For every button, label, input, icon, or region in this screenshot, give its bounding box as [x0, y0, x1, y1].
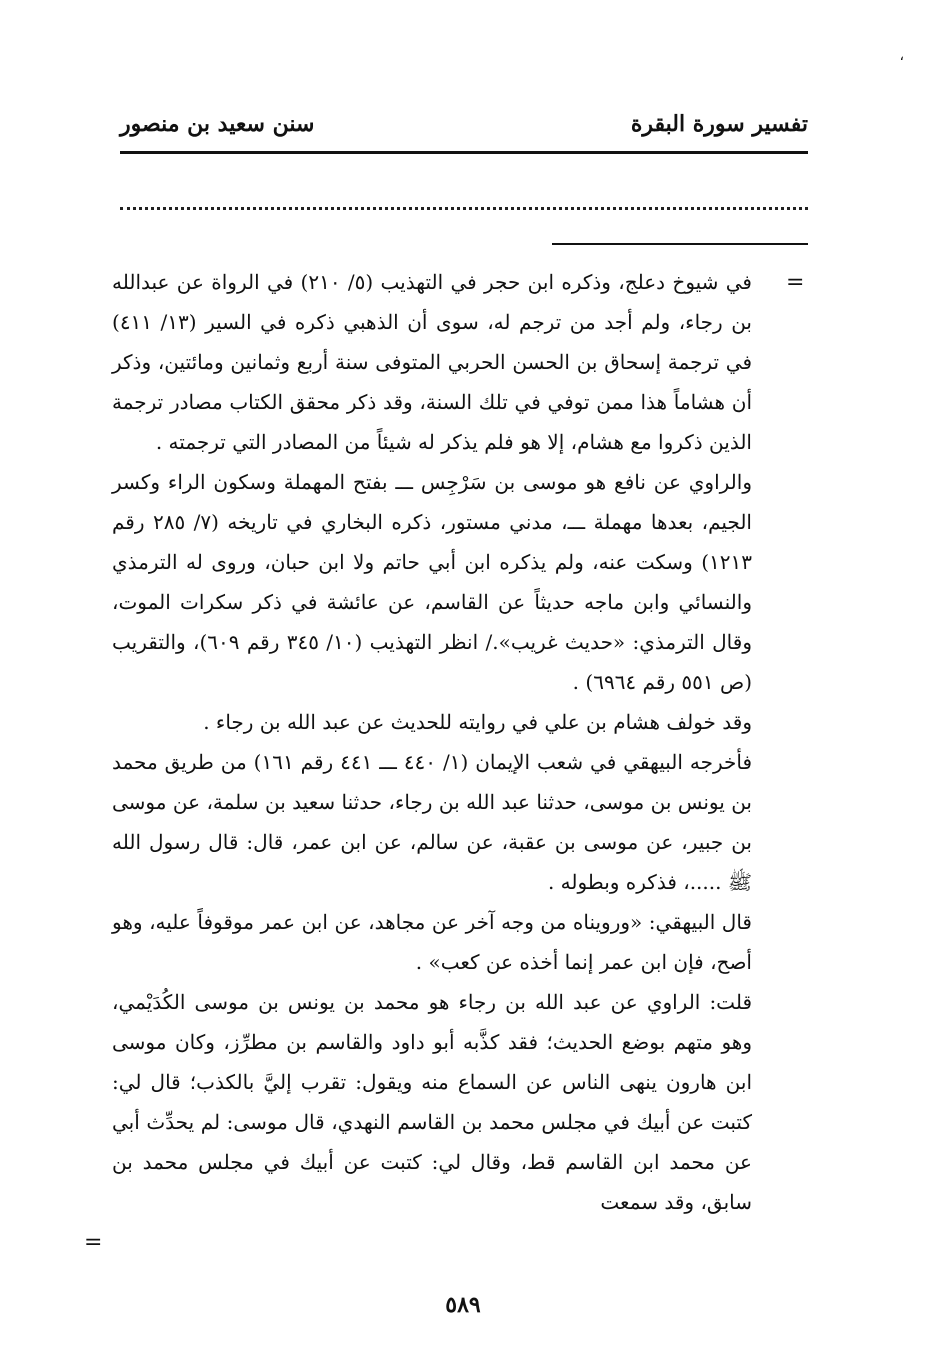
dotted-separator — [120, 196, 808, 210]
footnote-body — [112, 262, 752, 1222]
paragraph: فأخرجه البيهقي في شعب الإيمان (١/ ٤٤٠ ـــ ٤٤١ رقم ١٦١) من طريق محمد بن يونس بن موسى، حدثنا عبد الله بن رجاء، حدثنا سعيد بن سلمة، عن موسى بن جبير، عن موسى بن عقبة، عن سالم، عن ابن عمر، قال: قال رسول الله ﷺ .....، فذكره وبطوله . — [112, 750, 753, 894]
paragraph: قال البيهقي: «ورويناه من وجه آخر عن مجاهد، عن ابن عمر موقوفاً عليه، وهو أصح، فإن ابن عمر إنما أخذه عن كعب» . — [112, 910, 752, 974]
page-number: ٥٨٩ — [445, 1292, 481, 1318]
paragraph: في شيوخ دعلج، وذكره ابن حجر في التهذيب (٥/ ٢١٠) في الرواة عن عبدالله بن رجاء، ولم أجد من ترجم له، سوى أن الذهبي ذكره في السير (١٣/ ٤١١) في ترجمة إسحاق بن الحسن الحربي المتوفى سنة أربع وثمانين ومائتين، وذكر أن هشاماً هذا ممن توفي في تلك السنة، وقد ذكر محقق الكتاب مصادر ترجمة الذين ذكروا مع هشام، إلا هو فلم يذكر له شيئاً من المصادر التي ترجمته . — [112, 270, 752, 454]
footnote-rule — [552, 243, 808, 245]
corner-mark: ، — [899, 48, 904, 64]
header-right-title: تفسير سورة البقرة — [630, 111, 808, 137]
running-header — [120, 104, 808, 144]
paragraph: والراوي عن نافع هو موسى بن سَرْجِس ـــ بفتح المهملة وسكون الراء وكسر الجيم، بعدها مهملة ـــ، مدني مستور، ذكره البخاري في تاريخه (٧/ ٢٨٥ رقم ١٢١٣) وسكت عنه، ولم يذكره ابن أبي حاتم ولا ابن حبان، وروى له الترمذي والنسائي وابن ماجه حديثاً عن القاسم، عن عائشة في ذكر سكرات الموت، وقال الترمذي: «حديث غريب»./ انظر التهذيب (١٠/ ٣٤٥ رقم ٦٠٩)، والتقريب (ص ٥٥١ رقم ٦٩٦٤) . — [112, 470, 752, 694]
header-rule — [120, 151, 808, 154]
continuation-marker-bottom: = — [84, 1230, 103, 1255]
continuation-marker-top: = — [786, 270, 805, 295]
paragraph: قلت: الراوي عن عبد الله بن رجاء هو محمد بن يونس بن موسى الكُدَيْمي، وهو متهم بوضع الحديث؛ فقد كذَّبه أبو داود والقاسم بن مطرِّز، وكان موسى ابن هارون ينهى الناس عن السماع منه ويقول: تقرب إليَّ بالكذب؛ قال لي: كتبت عن أبيك في مجلس محمد بن القاسم النهدي، قال موسى: لم يحدِّث أبي عن محمد ابن القاسم قط، وقال لي: كتبت عن أبيك في مجلس محمد بن سابق، وقد سمعت — [112, 990, 752, 1214]
paragraph: وقد خولف هشام بن علي في روايته للحديث عن عبد الله بن رجاء . — [203, 710, 752, 734]
header-left-title: سنن سعيد بن منصور — [120, 111, 315, 137]
